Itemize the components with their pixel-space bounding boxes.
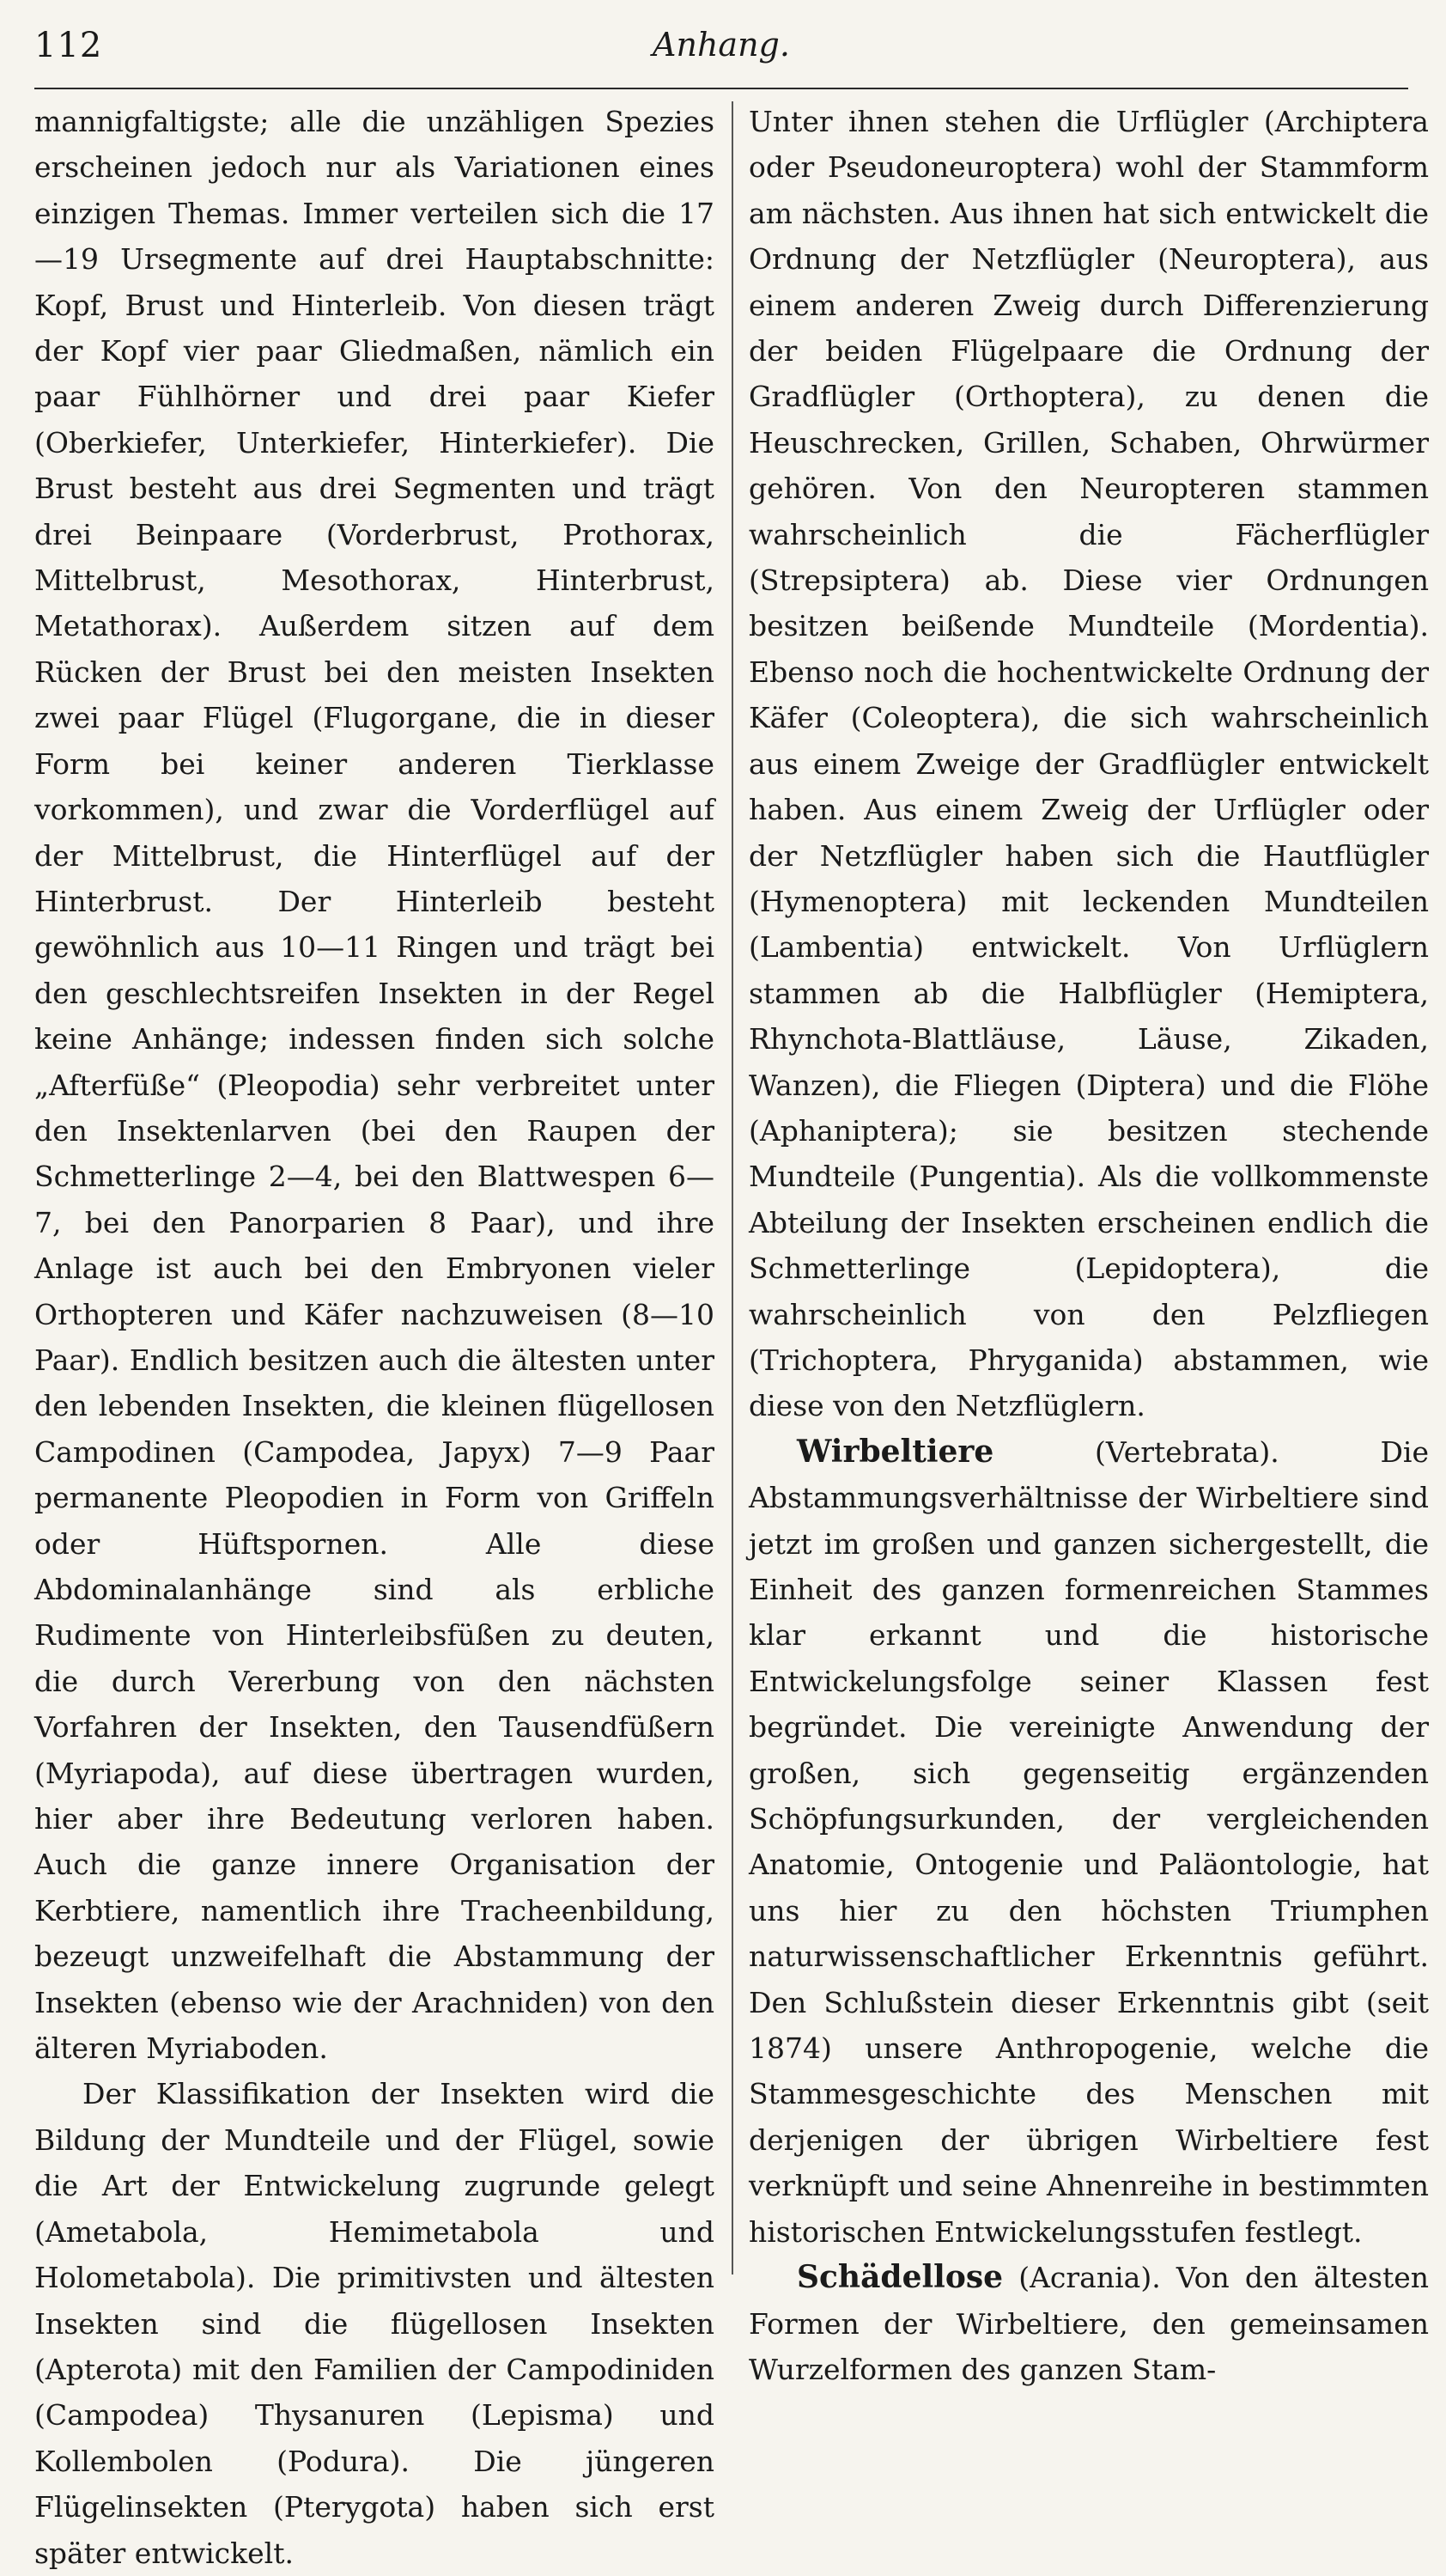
- body-paragraph: Der Klassifikation der Insekten wird die Bildung der Mundteile und der Flügel, sowie die Art der Entwickelung zugrunde gelegt (Ametabola, Hemimetabola und Holometabola). Die primitivsten und ältesten Insekten sind die flügellosen Insekten (Apterota) mit den Familien der Campodiniden (Campodea) Thysanuren (Lepisma) und Kollembolen (Podura). Die jüngeren Flügelinsekten (Pterygota) haben sich erst später entwickelt.: [34, 2077, 714, 2570]
- page-number: 112: [34, 26, 103, 65]
- page-header: [34, 19, 1408, 79]
- column-divider: [732, 101, 733, 2275]
- section-heading: Schädellose: [797, 2259, 1004, 2296]
- left-column: [34, 99, 714, 2570]
- section-text: (Acrania). Von den ältesten Formen der Wirbeltiere, den gemeinsamen Wurzelformen des ganzen Stam-: [749, 2261, 1429, 2386]
- section-heading: Wirbeltiere: [797, 1433, 994, 1470]
- section-wirbeltiere: [749, 1429, 1429, 2255]
- section-schaedellose: [749, 2255, 1429, 2392]
- running-head: Anhang.: [653, 26, 790, 64]
- body-paragraph: mannigfaltigste; alle die unzähligen Spezies erscheinen jedoch nur als Variationen eines einzigen Themas. Immer verteilen sich die 17—19 Ursegmente auf drei Hauptabschnitte: Kopf, Brust und Hinterleib. Von diesen trägt der Kopf vier paar Gliedmaßen, nämlich ein paar Fühlhörner und drei paar Kiefer (Oberkiefer, Unterkiefer, Hinterkiefer). Die Brust besteht aus drei Segmenten und trägt drei Beinpaare (Vorderbrust, Prothorax, Mittelbrust, Mesothorax, Hinterbrust, Metathorax). Außerdem sitzen auf dem Rücken der Brust bei den meisten Insekten zwei paar Flügel (Flugorgane, die in dieser Form bei keiner anderen Tierklasse vorkommen), und zwar die Vorderflügel auf der Mittelbrust, die Hinterflügel auf der Hinterbrust. Der Hinterleib besteht gewöhnlich aus 10—11 Ringen und trägt bei den geschlechtsreifen Insekten in der Regel keine Anhänge; indessen finden sich solche „Afterfüße“ (Pleopodia) sehr verbreitet unter den Insektenlarven (bei den Raupen der Schmetterlinge 2—4, bei den Blattwespen 6—7, bei den Panorparien 8 Paar), und ihre Anlage ist auch bei den Embryonen vieler Orthopteren und Käfer nachzuweisen (8—10 Paar). Endlich besitzen auch die ältesten unter den lebenden Insekten, die kleinen flügellosen Campodinen (Campodea, Japyx) 7—9 Paar permanente Pleopodien in Form von Griffeln oder Hüftspornen. Alle diese Abdominalanhänge sind als erbliche Rudimente von Hinterleibsfüßen zu deuten, die durch Vererbung von den nächsten Vorfahren der Insekten, den Tausendfüßern (Myriapoda), auf diese übertragen wurden, hier aber ihre Bedeutung verloren haben. Auch die ganze innere Organisation der Kerbtiere, namentlich ihre Tracheenbildung, bezeugt unzweifelhaft die Abstammung der Insekten (ebenso wie der Arachniden) von den älteren Myriaboden.: [34, 105, 714, 2066]
- header-rule: [34, 88, 1408, 89]
- body-paragraph: Unter ihnen stehen die Urflügler (Archiptera oder Pseudoneuroptera) wohl der Stammform am nächsten. Aus ihnen hat sich entwickelt die Ordnung der Netzflügler (Neuroptera), aus einem anderen Zweig durch Differenzierung der beiden Flügelpaare die Ordnung der Gradflügler (Orthoptera), zu denen die Heuschrecken, Grillen, Schaben, Ohrwürmer gehören. Von den Neuropteren stammen wahrscheinlich die Fächerflügler (Strepsiptera) ab. Diese vier Ordnungen besitzen beißende Mundteile (Mordentia). Ebenso noch die hochentwickelte Ordnung der Käfer (Coleoptera), die sich wahrscheinlich aus einem Zweige der Gradflügler entwickelt haben. Aus einem Zweig der Urflügler oder der Netzflügler haben sich die Hautflügler (Hymenoptera) mit leckenden Mundteilen (Lambentia) entwickelt. Von Urflüglern stammen ab die Halbflügler (Hemiptera, Rhynchota-Blattläuse, Läuse, Zikaden, Wanzen), die Fliegen (Diptera) und die Flöhe (Aphaniptera); sie besitzen stechende Mundteile (Pungentia). Als die vollkommenste Abteilung der Insekten erscheinen endlich die Schmetterlinge (Lepidoptera), die wahrscheinlich von den Pelzfliegen (Trichoptera, Phryganida) abstammen, wie diese von den Netzflüglern.: [749, 105, 1429, 1423]
- section-text: (Vertebrata). Die Abstammungsverhältnisse der Wirbeltiere sind jetzt im großen und ganzen sichergestellt, die Einheit des ganzen formenreichen Stammes klar erkannt und die historische Entwickelungsfolge seiner Klassen fest begründet. Die vereinigte Anwendung der großen, sich gegenseitig ergänzenden Schöpfungsurkunden, der vergleichenden Anatomie, Ontogenie und Paläontologie, hat uns hier zu den höchsten Triumphen naturwissenschaftlicher Erkenntnis geführt. Den Schlußstein dieser Erkenntnis gibt (seit 1874) unsere Anthropogenie, welche die Stammesgeschichte des Menschen mit derjenigen der übrigen Wirbeltiere fest verknüpft und seine Ahnenreihe in bestimmten historischen Entwickelungsstufen festlegt.: [749, 1434, 1429, 2249]
- right-column: [749, 99, 1429, 2386]
